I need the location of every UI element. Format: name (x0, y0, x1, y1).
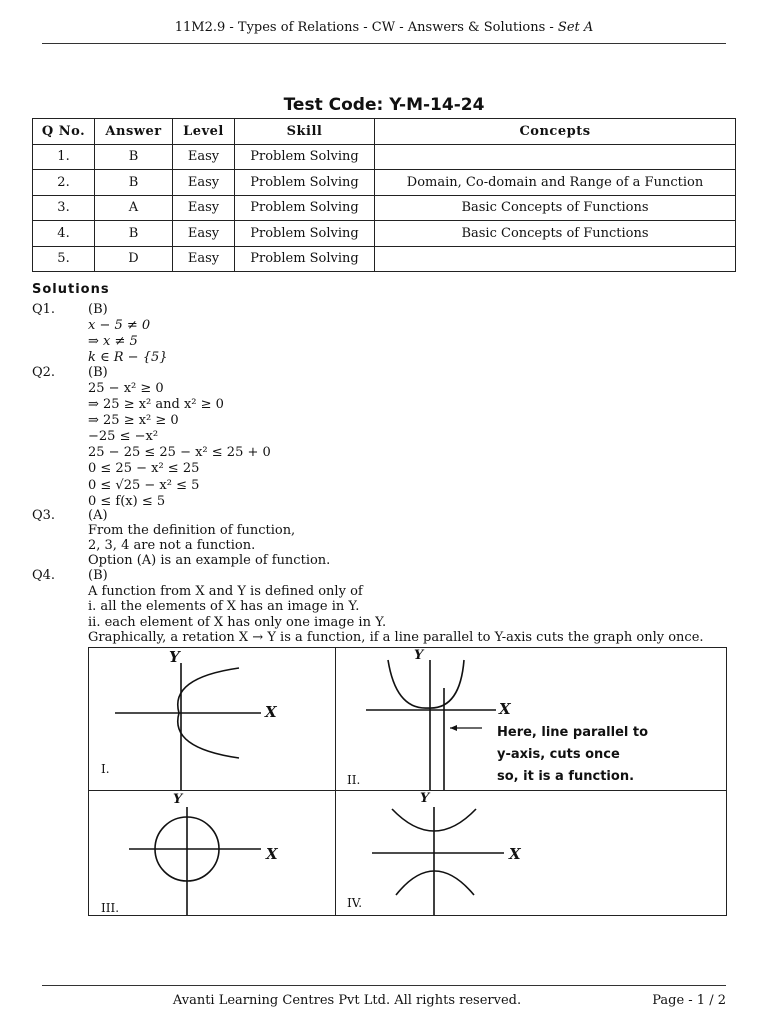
q3-label: Q3. (32, 508, 56, 523)
solutions-heading: Solutions (32, 282, 110, 297)
q2-line: 0 ≤ 25 − x² ≤ 25 (88, 461, 200, 476)
col-qno: Q No. (33, 119, 95, 145)
graph-III (89, 791, 335, 915)
q3-line: From the definition of function, (88, 523, 296, 538)
q2-line: 0 ≤ √25 − x² ≤ 5 (88, 478, 200, 493)
footer-page-number: Page - 1 / 2 (652, 993, 726, 1008)
note-line: y-axis, cuts once (497, 747, 620, 762)
answer-table (32, 118, 736, 272)
header-rule (42, 43, 726, 44)
cell: B (95, 170, 173, 196)
col-skill: Skill (235, 119, 375, 145)
graph-III-caption: III. (101, 901, 120, 915)
q2-line: 25 − x² ≥ 0 (88, 381, 164, 396)
table-header-row (33, 119, 736, 145)
cell: Problem Solving (235, 195, 375, 221)
cell: D (95, 246, 173, 272)
cell: 2. (33, 170, 95, 196)
cell (375, 144, 736, 170)
q2-line: 0 ≤ f(x) ≤ 5 (88, 494, 166, 509)
table-row (33, 170, 736, 196)
graph-II-x-label: X (499, 700, 511, 718)
q2-line: −25 ≤ −x² (88, 429, 159, 444)
q1-answer: (B) (88, 302, 108, 317)
cell: 4. (33, 221, 95, 247)
graph-I-x-label: X (265, 703, 277, 721)
cell: Easy (173, 221, 235, 247)
graph-III-y-label: Y (173, 792, 183, 807)
cell (375, 246, 736, 272)
table-row (33, 144, 736, 170)
header-title: 11M2.9 - Types of Relations - CW - Answers & Solutions - (174, 20, 558, 35)
table-row (33, 221, 736, 247)
footer-copyright: Avanti Learning Centres Pvt Ltd. All rights reserved. (172, 993, 522, 1008)
q4-line: Graphically, a retation X → Y is a function, if a line parallel to Y-axis cuts the graph only once. (88, 630, 704, 645)
cell: 1. (33, 144, 95, 170)
graph-II-y-label: Y (414, 648, 424, 663)
cell: B (95, 144, 173, 170)
col-level: Level (173, 119, 235, 145)
q2-label: Q2. (32, 365, 56, 380)
q2-line: ⇒ 25 ≥ x² ≥ 0 (88, 413, 179, 428)
cell: Basic Concepts of Functions (375, 221, 736, 247)
graph-IV-x-label: X (509, 845, 521, 863)
cell: 3. (33, 195, 95, 221)
cell: Domain, Co-domain and Range of a Function (375, 170, 736, 196)
cell: Easy (173, 170, 235, 196)
table-row (33, 246, 736, 272)
cell: Problem Solving (235, 170, 375, 196)
q3-line: 2, 3, 4 are not a function. (88, 538, 256, 553)
graph-III-x-label: X (266, 845, 278, 863)
q1-line: ⇒ x ≠ 5 (88, 334, 138, 349)
graphs-grid (88, 647, 727, 916)
graph-IV (336, 791, 726, 915)
cell: Problem Solving (235, 144, 375, 170)
graph-I-caption: I. (101, 762, 110, 776)
cell: 5. (33, 246, 95, 272)
q3-answer: (A) (88, 508, 108, 523)
q1-label: Q1. (32, 302, 56, 317)
graph-IV-y-label: Y (420, 791, 430, 806)
q4-answer: (B) (88, 568, 108, 583)
graph-II-caption: II. (347, 773, 361, 787)
q4-label: Q4. (32, 568, 56, 583)
footer-rule (42, 985, 726, 986)
graph-I (89, 648, 335, 790)
cell: Problem Solving (235, 246, 375, 272)
cell: Easy (173, 195, 235, 221)
q4-line: i. all the elements of X has an image in Y. (88, 599, 360, 614)
col-answer: Answer (95, 119, 173, 145)
graph-IV-caption: IV. (347, 896, 363, 910)
col-concepts: Concepts (375, 119, 736, 145)
table-row (33, 195, 736, 221)
q1-line: k ∈ R − {5} (88, 350, 168, 365)
q4-line: A function from X and Y is defined only of (88, 584, 363, 599)
page-header (0, 20, 768, 35)
cell: Easy (173, 144, 235, 170)
q2-line: 25 − 25 ≤ 25 − x² ≤ 25 + 0 (88, 445, 271, 460)
header-set: Set A (557, 20, 594, 35)
cell: Problem Solving (235, 221, 375, 247)
cell: Easy (173, 246, 235, 272)
note-line: so, it is a function. (497, 769, 635, 784)
q3-line: Option (A) is an example of function. (88, 553, 331, 568)
cell: A (95, 195, 173, 221)
cell: B (95, 221, 173, 247)
graph-I-y-label: Y (169, 648, 180, 666)
note-line: Here, line parallel to (497, 725, 649, 740)
graph-II-note (497, 722, 648, 788)
q1-line: x − 5 ≠ 0 (88, 318, 151, 333)
q4-line: ii. each element of X has only one image in Y. (88, 615, 387, 630)
q2-answer: (B) (88, 365, 108, 380)
q2-line: ⇒ 25 ≥ x² and x² ≥ 0 (88, 397, 224, 412)
test-code: Test Code: Y-M-14-24 (283, 95, 485, 115)
cell: Basic Concepts of Functions (375, 195, 736, 221)
